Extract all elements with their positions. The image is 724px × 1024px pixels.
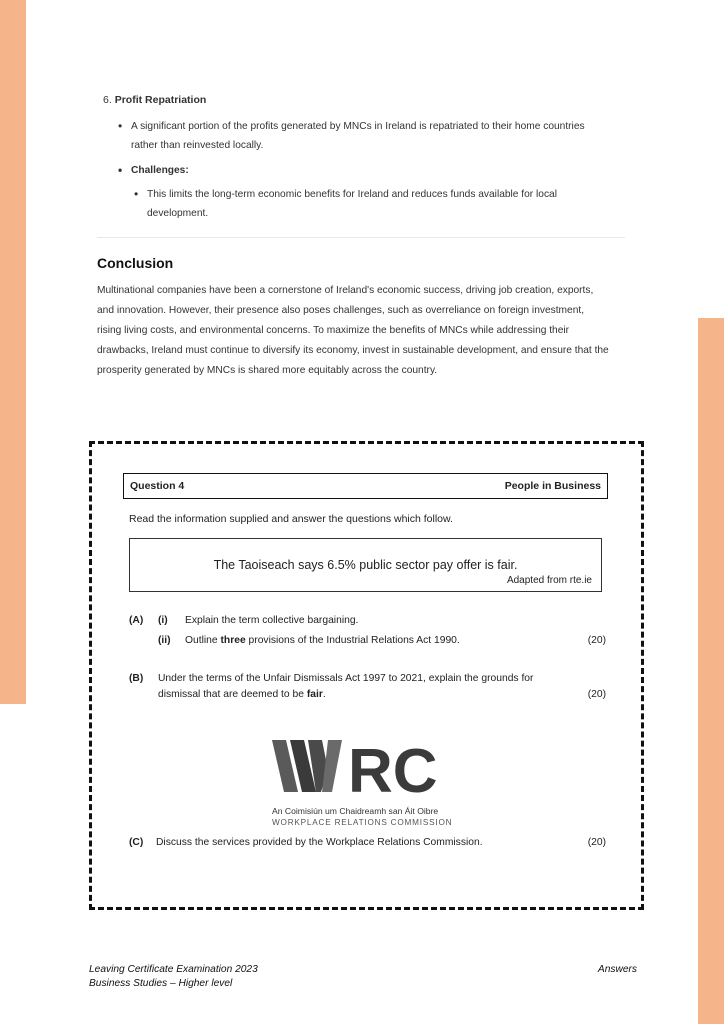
bullet-repatriation: • A significant portion of the profits generated by MNCs in Ireland is repatriated to their home countries rather than reinvested locally. [131,117,601,155]
wrc-logo-english-name: WORKPLACE RELATIONS COMMISSION [272,818,453,827]
wrc-logo-letters: RC [348,740,438,806]
conclusion-paragraph: Multinational companies have been a cornerstone of Ireland's economic success, driving job creation, exports, and innovation. However, their presence also poses challenges, such as overreliance on foreign investment, rising living costs, and environmental concerns. To maximize the benefits of MNCs while addressing their drawbacks, Ireland must continue to diversify its economy, invest in sustainable development, and ensure that the prosperity generated by MNCs is shared more equitably across the country. [97,285,609,376]
part-b-text-line2 [158,689,326,700]
conclusion-heading: Conclusion [97,255,174,271]
question-header [123,473,608,499]
footer-subject: Business Studies – Higher level [89,978,233,989]
part-a-ii-text-bold: three [220,635,246,646]
question-topic: People in Business [504,480,601,492]
part-a-ii-text-post: provisions of the Industrial Relations Act 1990. [245,635,460,646]
wrc-logo [272,740,482,830]
sub-bullet-limits: • This limits the long-term economic benefits for Ireland and reduces funds available for local development. [147,185,607,223]
part-b-text-line1: Under the terms of the Unfair Dismissals Act 1997 to 2021, explain the grounds for [158,673,534,684]
footer-answers: Answers [597,964,637,975]
part-a-marks: (20) [587,635,606,646]
quote-source: Adapted from rte.ie [506,575,592,586]
part-a-ii-text [185,635,460,646]
wrc-logo-w [272,740,342,792]
item-6-title: Profit Repatriation [114,94,207,106]
wrc-logo-irish-name: An Coimisiún um Chaidreamh san Áit Oibre [272,806,439,816]
part-a-label: (A) [129,615,144,626]
part-a-ii-label: (ii) [158,635,171,646]
part-c-label: (C) [129,837,144,848]
right-accent-bar [698,318,724,1024]
item-6-heading [103,94,206,106]
part-a-i-text: Explain the term collective bargaining. [185,615,359,626]
question-intro: Read the information supplied and answer the questions which follow. [129,513,453,525]
part-a-i-label: (i) [158,615,168,626]
part-b-marks: (20) [587,689,606,700]
part-c-text: Discuss the services provided by the Workplace Relations Commission. [156,837,483,848]
part-b-text-post: . [322,689,326,700]
quote-text: The Taoiseach says 6.5% public sector pay offer is fair. [213,558,518,572]
part-b-text-pre: dismissal that are deemed to be [158,689,307,700]
part-b-text-bold: fair [306,689,323,700]
item-6-number: 6. [103,94,112,106]
footer-exam: Leaving Certificate Examination 2023 [89,964,258,975]
part-b-label: (B) [129,673,144,684]
part-c-marks: (20) [587,837,606,848]
section-divider [97,237,625,238]
quote-box [129,538,602,592]
question-title: Question 4 [130,480,185,492]
left-accent-bar [0,0,26,704]
part-a-ii-text-pre: Outline [185,635,221,646]
bullet-challenges: • Challenges: [131,161,189,180]
